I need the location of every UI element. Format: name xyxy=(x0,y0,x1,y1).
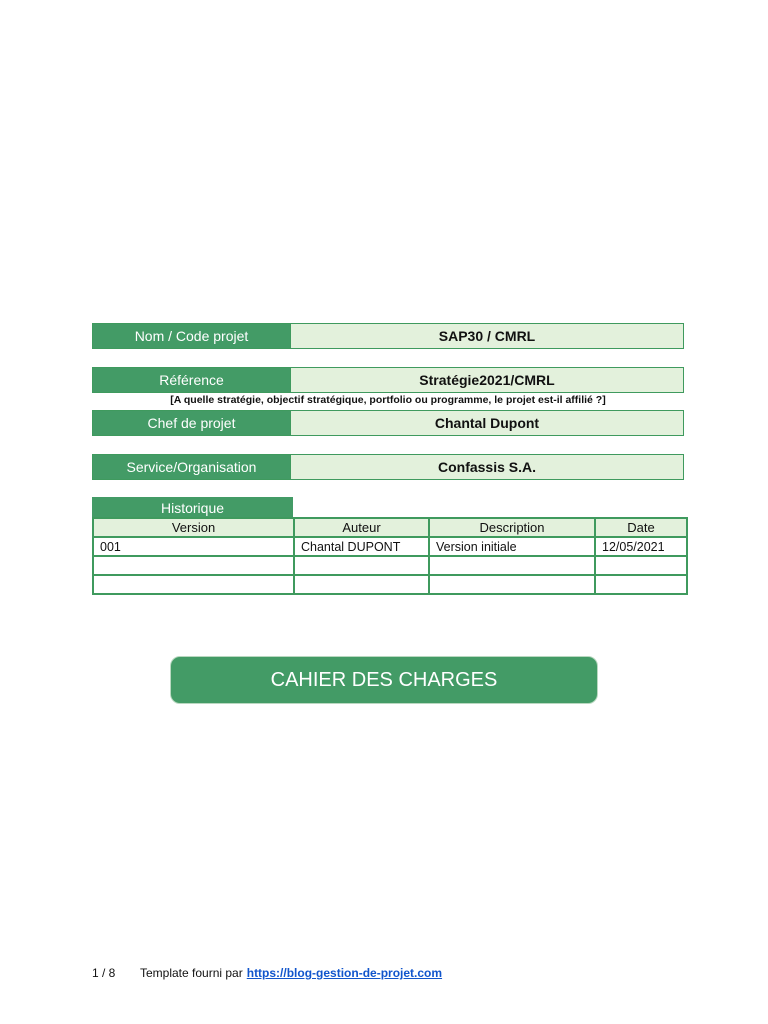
date-cell xyxy=(595,575,687,594)
field-reference xyxy=(92,367,684,393)
history-title: Historique xyxy=(92,497,293,518)
field-label: Nom / Code projet xyxy=(93,324,291,348)
footer-text: Template fourni par xyxy=(140,966,243,980)
field-label: Référence xyxy=(93,368,291,392)
footer-link[interactable]: https://blog-gestion-de-projet.com xyxy=(246,966,443,980)
reference-note: [A quelle stratégie, objectif stratégique, portfolio ou programme, le projet est-il affilié ?] xyxy=(170,394,606,406)
field-value: Chantal Dupont xyxy=(291,411,683,435)
version-cell: 001 xyxy=(93,537,294,556)
table-row xyxy=(93,556,687,575)
author-cell xyxy=(294,575,429,594)
history-header-row xyxy=(93,518,687,537)
column-header-description: Description xyxy=(429,518,595,537)
page-number: 1 / 8 xyxy=(92,966,116,980)
document-title-banner: CAHIER DES CHARGES xyxy=(170,656,598,704)
table-row xyxy=(93,537,687,556)
description-cell xyxy=(429,575,595,594)
footer xyxy=(92,966,442,980)
field-label: Service/Organisation xyxy=(93,455,291,479)
description-cell: Version initiale xyxy=(429,537,595,556)
field-label: Chef de projet xyxy=(93,411,291,435)
column-header-date: Date xyxy=(595,518,687,537)
column-header-version: Version xyxy=(93,518,294,537)
field-project-manager xyxy=(92,410,684,436)
field-project-name xyxy=(92,323,684,349)
field-value: SAP30 / CMRL xyxy=(291,324,683,348)
field-value: Confassis S.A. xyxy=(291,455,683,479)
version-cell xyxy=(93,575,294,594)
table-row xyxy=(93,575,687,594)
description-cell xyxy=(429,556,595,575)
history-table xyxy=(92,517,688,595)
version-cell xyxy=(93,556,294,575)
date-cell xyxy=(595,556,687,575)
date-cell: 12/05/2021 xyxy=(595,537,687,556)
field-organisation xyxy=(92,454,684,480)
column-header-author: Auteur xyxy=(294,518,429,537)
field-value: Stratégie2021/CMRL xyxy=(291,368,683,392)
author-cell: Chantal DUPONT xyxy=(294,537,429,556)
author-cell xyxy=(294,556,429,575)
